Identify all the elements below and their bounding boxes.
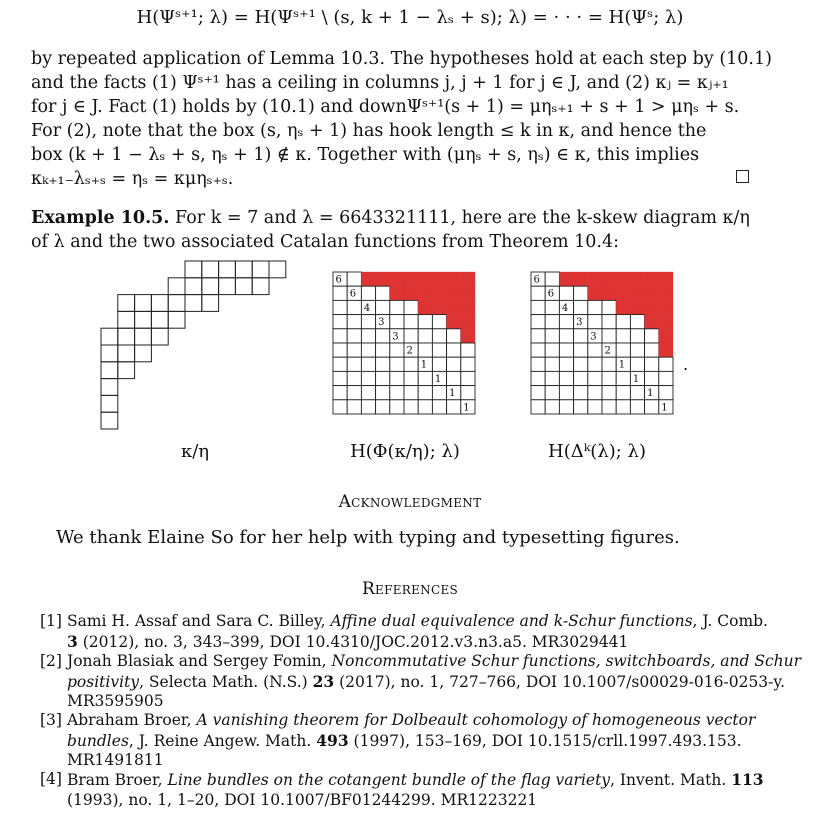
skew-cell bbox=[168, 295, 185, 312]
grid-cell bbox=[447, 371, 461, 385]
diagonal-label: 2 bbox=[604, 345, 611, 357]
grid-cell bbox=[574, 386, 588, 400]
grid-cell bbox=[531, 386, 545, 400]
reference-authors: Sami H. Assaf and Sara C. Billey, bbox=[67, 612, 331, 630]
grid-cell bbox=[588, 315, 602, 329]
reference-volume: 23 bbox=[312, 671, 335, 691]
grid-cell bbox=[347, 272, 361, 286]
grid-cell bbox=[447, 329, 461, 343]
grid-cell bbox=[390, 371, 404, 385]
references-heading: References bbox=[361, 579, 459, 599]
grid-cell bbox=[602, 371, 616, 385]
grid-cell bbox=[333, 343, 347, 357]
grid-cell bbox=[461, 386, 475, 400]
root-cell bbox=[616, 300, 630, 314]
reference-mr: MR3595905 bbox=[67, 692, 164, 710]
grid-cell bbox=[630, 343, 644, 357]
reference-number: [3] bbox=[40, 711, 62, 729]
reference-title: Affine dual equivalence and k-Schur functions bbox=[330, 612, 693, 630]
diagonal-label: 3 bbox=[590, 331, 597, 343]
caption-delta: H(Δᵏ(λ); λ) bbox=[548, 441, 646, 462]
grid-cell bbox=[616, 371, 630, 385]
diagonal-label: 6 bbox=[533, 274, 540, 286]
grid-cell bbox=[333, 400, 347, 414]
grid-cell bbox=[616, 400, 630, 414]
display-equation: H(Ψˢ⁺¹; λ) = H(Ψˢ⁺¹ \ (s, k + 1 − λₛ + s); λ) = · · · = H(Ψˢ; λ) bbox=[136, 7, 684, 28]
reference-journal: , Invent. Math. bbox=[610, 771, 732, 789]
skew-cell bbox=[202, 295, 219, 312]
root-cell bbox=[461, 272, 475, 286]
grid-cell bbox=[390, 400, 404, 414]
diagonal-label: 1 bbox=[661, 402, 668, 414]
root-cell bbox=[630, 300, 644, 314]
reference-number: [2] bbox=[40, 652, 62, 670]
grid-cell bbox=[361, 315, 375, 329]
grid-cell bbox=[333, 286, 347, 300]
root-cell bbox=[630, 272, 644, 286]
grid-cell bbox=[630, 357, 644, 371]
proof-line: for j ∈ J. Fact (1) holds by (10.1) and downΨˢ⁺¹(s + 1) = μηₛ₊₁ + s + 1 > μηₛ + s. bbox=[31, 97, 740, 117]
grid-cell bbox=[333, 315, 347, 329]
grid-cell bbox=[645, 400, 659, 414]
grid-cell bbox=[432, 329, 446, 343]
skew-cell bbox=[101, 328, 118, 345]
root-cell bbox=[645, 286, 659, 300]
root-cell bbox=[659, 329, 673, 343]
grid-cell bbox=[545, 371, 559, 385]
skew-cell bbox=[118, 345, 135, 362]
grid-cell bbox=[333, 357, 347, 371]
root-cell bbox=[404, 286, 418, 300]
reference-authors: Abraham Broer, bbox=[67, 711, 197, 729]
grid-cell bbox=[376, 343, 390, 357]
diagonal-label: 3 bbox=[576, 317, 583, 329]
grid-cell bbox=[574, 286, 588, 300]
diagonal-label: 3 bbox=[378, 317, 385, 329]
proof-line: For (2), note that the box (s, ηₛ + 1) has hook length ≤ k in κ, and hence the bbox=[31, 121, 707, 141]
proof-line: by repeated application of Lemma 10.3. The hypotheses hold at each step by (10.1) bbox=[31, 49, 772, 69]
grid-cell bbox=[630, 329, 644, 343]
grid-cell bbox=[574, 343, 588, 357]
grid-cell bbox=[545, 400, 559, 414]
grid-cell bbox=[559, 400, 573, 414]
grid-cell bbox=[545, 357, 559, 371]
grid-cell bbox=[347, 357, 361, 371]
reference-details: (1993), no. 1, 1–20, DOI 10.1007/BF01244299. MR1223221 bbox=[67, 790, 538, 809]
grid-cell bbox=[630, 315, 644, 329]
reference-volume: 3 bbox=[67, 631, 78, 651]
skew-cell bbox=[118, 295, 135, 312]
root-cell bbox=[602, 286, 616, 300]
grid-cell bbox=[531, 371, 545, 385]
grid-cell bbox=[432, 343, 446, 357]
skew-cell bbox=[101, 379, 118, 396]
skew-diagram bbox=[101, 261, 286, 429]
grid-cell bbox=[588, 300, 602, 314]
reference-details: (1997), 153–169, DOI 10.1515/crll.1997.493.153. bbox=[348, 731, 742, 750]
root-cell bbox=[418, 272, 432, 286]
skew-cell bbox=[135, 295, 152, 312]
diagonal-label: 1 bbox=[434, 373, 442, 385]
grid-cell bbox=[645, 357, 659, 371]
root-cell bbox=[588, 286, 602, 300]
grid-cell bbox=[361, 343, 375, 357]
reference-volume: 493 bbox=[316, 730, 349, 750]
grid-cell bbox=[559, 329, 573, 343]
grid-cell bbox=[376, 400, 390, 414]
skew-cell bbox=[101, 362, 118, 379]
reference-number: [4] bbox=[40, 770, 62, 788]
root-cell bbox=[447, 300, 461, 314]
grid-cell bbox=[659, 386, 673, 400]
reference-title: Noncommutative Schur functions, switchboards, and Schur bbox=[331, 652, 802, 670]
grid-cell bbox=[630, 386, 644, 400]
grid-cell bbox=[432, 357, 446, 371]
skew-cell bbox=[202, 261, 219, 278]
grid-cell bbox=[602, 315, 616, 329]
root-cell bbox=[447, 315, 461, 329]
grid-cell bbox=[447, 357, 461, 371]
diagonal-label: 1 bbox=[463, 402, 470, 414]
root-cell bbox=[432, 286, 446, 300]
root-cell bbox=[461, 329, 475, 343]
grid-cell bbox=[574, 357, 588, 371]
grid-cell bbox=[588, 343, 602, 357]
grid-cell bbox=[616, 386, 630, 400]
diagonal-label: 1 bbox=[449, 388, 456, 400]
root-cell bbox=[588, 272, 602, 286]
diagonal-label: 1 bbox=[647, 388, 654, 400]
grid-cell bbox=[602, 300, 616, 314]
grid-cell bbox=[545, 386, 559, 400]
grid-cell bbox=[418, 386, 432, 400]
skew-cell bbox=[118, 328, 135, 345]
grid-cell bbox=[418, 329, 432, 343]
root-cell bbox=[630, 286, 644, 300]
skew-cell bbox=[252, 261, 269, 278]
skew-cell bbox=[202, 278, 219, 295]
grid-cell bbox=[545, 343, 559, 357]
grid-cell bbox=[333, 386, 347, 400]
example-line: of λ and the two associated Catalan functions from Theorem 10.4: bbox=[31, 232, 620, 252]
reference-authors: Bram Broer, bbox=[67, 771, 168, 789]
root-cell bbox=[574, 272, 588, 286]
grid-cell bbox=[376, 300, 390, 314]
skew-cell bbox=[185, 295, 202, 312]
skew-cell bbox=[118, 362, 135, 379]
example-label: Example 10.5. bbox=[31, 208, 170, 228]
skew-cell bbox=[135, 345, 152, 362]
root-cell bbox=[418, 300, 432, 314]
reference-journal: , J. Reine Angew. Math. bbox=[128, 731, 317, 750]
diagonal-label: 6 bbox=[335, 274, 342, 286]
grid-cell bbox=[447, 343, 461, 357]
reference-title: bundles bbox=[67, 731, 129, 750]
grid-cell bbox=[404, 357, 418, 371]
root-cell bbox=[659, 343, 673, 357]
skew-cell bbox=[168, 311, 185, 328]
grid-cell bbox=[545, 329, 559, 343]
root-cell bbox=[432, 272, 446, 286]
skew-cell bbox=[101, 345, 118, 362]
grid-cell bbox=[404, 329, 418, 343]
skew-cell bbox=[185, 278, 202, 295]
grid-cell bbox=[531, 400, 545, 414]
grid-cell bbox=[376, 386, 390, 400]
reference-mr: MR1491811 bbox=[67, 751, 164, 769]
grid-cell bbox=[659, 371, 673, 385]
grid-cell bbox=[418, 400, 432, 414]
diagonal-label: 1 bbox=[420, 359, 428, 371]
grid-cell bbox=[602, 357, 616, 371]
grid-cell bbox=[347, 386, 361, 400]
root-cell bbox=[659, 272, 673, 286]
reference-authors: Jonah Blasiak and Sergey Fomin, bbox=[67, 652, 332, 670]
grid-cell bbox=[602, 400, 616, 414]
grid-cell bbox=[602, 329, 616, 343]
grid-cell bbox=[361, 371, 375, 385]
root-cell bbox=[376, 272, 390, 286]
grid-cell bbox=[588, 357, 602, 371]
acknowledgment-heading: Acknowledgment bbox=[338, 492, 482, 512]
grid-cell bbox=[347, 400, 361, 414]
root-cell bbox=[616, 272, 630, 286]
diagonal-label: 1 bbox=[618, 359, 626, 371]
skew-cell bbox=[168, 278, 185, 295]
root-cell bbox=[559, 272, 573, 286]
catalan-grid-delta bbox=[531, 272, 673, 414]
grid-cell bbox=[347, 343, 361, 357]
skew-cell bbox=[219, 278, 236, 295]
grid-cell bbox=[531, 300, 545, 314]
grid-cell bbox=[559, 386, 573, 400]
grid-cell bbox=[390, 300, 404, 314]
grid-cell bbox=[347, 300, 361, 314]
grid-cell bbox=[376, 286, 390, 300]
grid-cell bbox=[574, 329, 588, 343]
grid-cell bbox=[659, 357, 673, 371]
reference-journal: , J. Comb. bbox=[692, 612, 768, 630]
root-cell bbox=[461, 300, 475, 314]
grid-cell bbox=[432, 386, 446, 400]
acknowledgment-text: We thank Elaine So for her help with typing and typesetting figures. bbox=[56, 527, 680, 548]
skew-cell bbox=[135, 328, 152, 345]
grid-cell bbox=[461, 371, 475, 385]
root-cell bbox=[659, 300, 673, 314]
grid-cell bbox=[390, 357, 404, 371]
grid-cell bbox=[347, 371, 361, 385]
proof-line: κₖ₊₁₋λₛ₊ₛ = ηₛ = κμηₛ₊ₛ. bbox=[31, 169, 234, 189]
skew-cell bbox=[151, 311, 168, 328]
grid-cell bbox=[333, 300, 347, 314]
grid-cell bbox=[461, 357, 475, 371]
grid-cell bbox=[574, 300, 588, 314]
grid-cell bbox=[432, 400, 446, 414]
grid-cell bbox=[333, 371, 347, 385]
grid-cell bbox=[531, 343, 545, 357]
skew-cell bbox=[151, 295, 168, 312]
grid-cell bbox=[447, 400, 461, 414]
figure-period: . bbox=[683, 355, 689, 374]
diagonal-label: 6 bbox=[349, 288, 357, 300]
reference-details: (2017), no. 1, 727–766, DOI 10.1007/s00029-016-0253-y. bbox=[334, 672, 786, 691]
skew-cell bbox=[185, 261, 202, 278]
grid-cell bbox=[390, 343, 404, 357]
grid-cell bbox=[559, 286, 573, 300]
reference-volume: 113 bbox=[731, 770, 764, 789]
grid-cell bbox=[418, 315, 432, 329]
root-cell bbox=[659, 315, 673, 329]
grid-cell bbox=[390, 386, 404, 400]
root-cell bbox=[461, 315, 475, 329]
grid-cell bbox=[361, 329, 375, 343]
root-cell bbox=[404, 272, 418, 286]
root-cell bbox=[645, 272, 659, 286]
reference-title: Line bundles on the cotangent bundle of the flag variety bbox=[167, 771, 611, 789]
root-cell bbox=[616, 286, 630, 300]
skew-cell bbox=[101, 412, 118, 429]
reference-title: A vanishing theorem for Dolbeault cohomology of homogeneous vector bbox=[196, 711, 756, 729]
grid-cell bbox=[376, 371, 390, 385]
caption-skew: κ/η bbox=[180, 441, 210, 462]
diagonal-label: 1 bbox=[632, 373, 640, 385]
grid-cell bbox=[531, 286, 545, 300]
grid-cell bbox=[347, 329, 361, 343]
root-cell bbox=[645, 300, 659, 314]
grid-cell bbox=[545, 315, 559, 329]
root-cell bbox=[659, 286, 673, 300]
root-cell bbox=[461, 286, 475, 300]
proof-line: box (k + 1 − λₛ + s, ηₛ + 1) ∉ κ. Together with (μηₛ + s, ηₛ) ∈ κ, this implies bbox=[31, 145, 700, 165]
grid-cell bbox=[602, 386, 616, 400]
reference-title: positivity bbox=[67, 672, 140, 691]
grid-cell bbox=[432, 315, 446, 329]
diagonal-label: 2 bbox=[406, 345, 413, 357]
grid-cell bbox=[376, 329, 390, 343]
grid-cell bbox=[588, 386, 602, 400]
grid-cell bbox=[376, 357, 390, 371]
grid-cell bbox=[361, 357, 375, 371]
grid-cell bbox=[559, 315, 573, 329]
grid-cell bbox=[588, 400, 602, 414]
grid-cell bbox=[559, 357, 573, 371]
skew-cell bbox=[151, 328, 168, 345]
proof-line: and the facts (1) Ψˢ⁺¹ has a ceiling in columns j, j + 1 for j ∈ J, and (2) κⱼ = κⱼ₊₁ bbox=[31, 73, 729, 93]
grid-cell bbox=[531, 329, 545, 343]
root-cell bbox=[447, 272, 461, 286]
skew-cell bbox=[235, 261, 252, 278]
grid-cell bbox=[404, 386, 418, 400]
root-cell bbox=[390, 286, 404, 300]
grid-cell bbox=[333, 329, 347, 343]
grid-cell bbox=[531, 315, 545, 329]
grid-cell bbox=[574, 371, 588, 385]
grid-cell bbox=[361, 386, 375, 400]
grid-cell bbox=[461, 343, 475, 357]
grid-cell bbox=[645, 371, 659, 385]
diagonal-label: 3 bbox=[392, 331, 399, 343]
grid-cell bbox=[404, 371, 418, 385]
skew-cell bbox=[135, 311, 152, 328]
grid-cell bbox=[404, 400, 418, 414]
grid-cell bbox=[361, 400, 375, 414]
grid-cell bbox=[559, 343, 573, 357]
example-text: For k = 7 and λ = 6643321111, here are the k-skew diagram κ/η bbox=[175, 208, 750, 228]
grid-cell bbox=[616, 329, 630, 343]
root-cell bbox=[418, 286, 432, 300]
root-cell bbox=[432, 300, 446, 314]
skew-cell bbox=[101, 395, 118, 412]
skew-cell bbox=[235, 278, 252, 295]
reference-details: (2012), no. 3, 343–399, DOI 10.4310/JOC.2012.v3.n3.a5. MR3029441 bbox=[77, 632, 629, 651]
root-cell bbox=[602, 272, 616, 286]
root-cell bbox=[361, 272, 375, 286]
grid-cell bbox=[559, 371, 573, 385]
root-cell bbox=[447, 286, 461, 300]
grid-cell bbox=[347, 315, 361, 329]
skew-cell bbox=[269, 261, 286, 278]
grid-cell bbox=[404, 315, 418, 329]
grid-cell bbox=[645, 343, 659, 357]
diagonal-label: 6 bbox=[547, 288, 555, 300]
grid-cell bbox=[418, 371, 432, 385]
grid-cell bbox=[545, 272, 559, 286]
grid-cell bbox=[390, 315, 404, 329]
reference-number: [1] bbox=[40, 612, 62, 630]
reference-journal: , Selecta Math. (N.S.) bbox=[139, 672, 313, 691]
grid-cell bbox=[574, 400, 588, 414]
grid-cell bbox=[545, 300, 559, 314]
grid-cell bbox=[361, 286, 375, 300]
grid-cell bbox=[404, 300, 418, 314]
root-cell bbox=[390, 272, 404, 286]
grid-cell bbox=[645, 329, 659, 343]
grid-cell bbox=[630, 400, 644, 414]
grid-cell bbox=[616, 343, 630, 357]
root-cell bbox=[645, 315, 659, 329]
grid-cell bbox=[616, 315, 630, 329]
diagonal-label: 4 bbox=[363, 302, 371, 314]
diagonal-label: 4 bbox=[561, 302, 569, 314]
grid-cell bbox=[531, 357, 545, 371]
skew-cell bbox=[219, 261, 236, 278]
catalan-grid-phi bbox=[333, 272, 475, 414]
grid-cell bbox=[588, 371, 602, 385]
grid-cell bbox=[418, 343, 432, 357]
skew-cell bbox=[252, 278, 269, 295]
skew-cell bbox=[118, 311, 135, 328]
caption-phi: H(Φ(κ/η); λ) bbox=[350, 441, 460, 462]
